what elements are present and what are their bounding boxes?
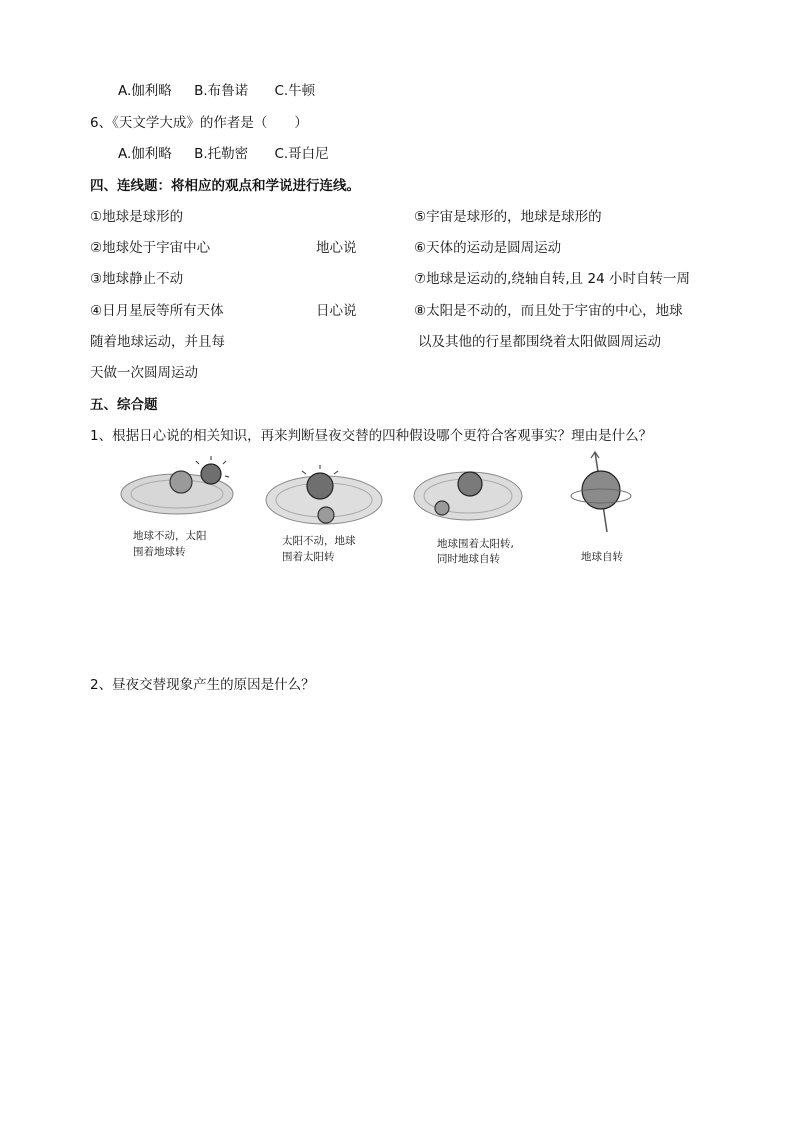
- caption-2-line1: 太阳不动，地球: [282, 535, 356, 547]
- sun-icon: [307, 473, 333, 499]
- q6-stem: 6、《天文学大成》的作者是（ ）: [90, 115, 308, 131]
- match-right-8[interactable]: ⑧太阳是不动的，而且处于宇宙的中心，地球: [414, 303, 683, 319]
- match-right-8-cont: 以及其他的行星都围绕着太阳做圆周运动: [418, 334, 661, 350]
- q1-stem: 1、根据日心说的相关知识，再来判断昼夜交替的四种假设哪个更符合客观事实？理由是什么？: [90, 428, 653, 444]
- caption-4: 地球自转: [581, 551, 623, 563]
- earth-icon: [435, 501, 449, 515]
- q2-stem: 2、昼夜交替现象产生的原因是什么？: [90, 677, 315, 693]
- q6-option-a[interactable]: A.伽利略: [118, 146, 172, 162]
- match-middle-heliocentric[interactable]: 日心说: [316, 303, 357, 319]
- match-left-2[interactable]: ②地球处于宇宙中心: [90, 240, 211, 256]
- match-left-3[interactable]: ③地球静止不动: [90, 271, 184, 287]
- q6-options: [118, 145, 329, 163]
- q5-option-c[interactable]: C.牛顿: [274, 83, 316, 99]
- q6-option-c[interactable]: C.哥白尼: [274, 146, 329, 162]
- match-left-4[interactable]: ④日月星辰等所有天体: [90, 303, 224, 319]
- q6-option-b[interactable]: B.托勒密: [194, 146, 249, 162]
- match-right-5[interactable]: ⑤宇宙是球形的，地球是球形的: [414, 209, 602, 225]
- earth-sun-picture-4: [555, 450, 645, 540]
- q5-options: [118, 82, 315, 100]
- earth-icon: [170, 471, 192, 493]
- q5-option-a[interactable]: A.伽利略: [118, 83, 172, 99]
- earth-icon: [318, 507, 334, 523]
- caption-3-line2: 同时地球自转: [437, 553, 500, 565]
- sun-icon: [201, 464, 221, 484]
- caption-1-line1: 地球不动，太阳: [133, 530, 207, 542]
- sun-icon: [458, 472, 482, 496]
- match-right-7[interactable]: ⑦地球是运动的,绕轴自转,且 24 小时自转一周: [414, 271, 690, 287]
- caption-3-line1: 地球围着太阳转,: [437, 538, 514, 550]
- match-middle-geocentric[interactable]: 地心说: [316, 240, 357, 256]
- match-left-1[interactable]: ①地球是球形的: [90, 209, 184, 225]
- caption-1-line2: 围着地球转: [133, 546, 186, 558]
- illustration-earth-rotates: [555, 450, 645, 540]
- match-left-4-cont2: 天做一次圆周运动: [90, 365, 198, 381]
- caption-2-line2: 围着太阳转: [282, 551, 335, 563]
- section4-title: 四、连线题：将相应的观点和学说进行连线。: [90, 178, 360, 194]
- match-right-6[interactable]: ⑥天体的运动是圆周运动: [414, 240, 562, 256]
- q5-option-b[interactable]: B.布鲁诺: [194, 83, 249, 99]
- match-left-4-cont1: 随着地球运动，并且每: [90, 334, 225, 350]
- section5-title: 五、综合题: [90, 397, 158, 413]
